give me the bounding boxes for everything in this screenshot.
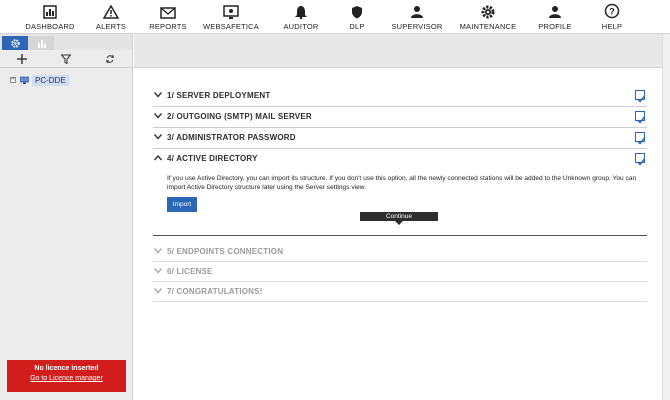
nav-label: SUPERVISOR [391,22,443,31]
chevron-up-icon [154,155,162,161]
nav-maintenance[interactable] [456,0,520,34]
envelope-icon [160,7,176,19]
dashboard-icon [43,5,57,19]
nav-label: AUDITOR [283,22,319,31]
monitor-icon [223,5,239,19]
nav-label: PROFILE [538,22,572,31]
nav-label: DASHBOARD [25,22,75,31]
nav-label: DLP [349,22,365,31]
nav-label: REPORTS [149,22,187,31]
bar-chart-icon [37,39,46,48]
filter-icon [61,54,71,64]
chevron-down-icon [154,288,162,294]
step-administrator-password[interactable] [153,128,647,149]
chevron-down-icon [154,113,162,119]
scrollbar[interactable] [662,34,670,400]
step-checkbox [635,153,645,163]
nav-websafetica[interactable] [200,0,262,34]
active-directory-description: If you use Active Directory, you can import its structure. If you don't use this option, all the newly connected stations will be added to the Unknown group. You can import Active Directory structure later using the Server settings view. [167,175,637,191]
tree-expander[interactable]: + [11,77,15,83]
check-icon [636,115,646,125]
shield-icon [351,5,363,19]
nav-reports[interactable] [146,0,190,34]
left-panel [0,34,133,400]
nav-profile[interactable] [532,0,578,34]
computer-icon [20,76,29,85]
nav-auditor[interactable] [278,0,324,34]
import-button[interactable]: Import [167,197,197,212]
chevron-down-icon [154,248,162,254]
step-title: 2/ OUTGOING (SMTP) MAIL SERVER [167,112,312,121]
bell-icon [294,5,308,19]
step-checkbox [635,132,645,142]
step-checkbox [635,111,645,121]
check-icon [636,136,646,146]
step-title: 3/ ADMINISTRATOR PASSWORD [167,133,296,142]
licence-manager-link[interactable]: Go to Licence manager [30,375,103,382]
svg-text:?: ? [609,6,615,17]
step-title: 1/ SERVER DEPLOYMENT [167,91,271,100]
nav-label: HELP [601,22,623,31]
tab-statistics[interactable] [28,36,54,50]
step-title: 4/ ACTIVE DIRECTORY [167,154,258,163]
add-icon [17,54,27,64]
main-header-band [134,34,670,68]
step-congratulations[interactable] [153,282,647,302]
filter-button[interactable] [44,50,88,68]
step-license[interactable] [153,262,647,282]
nav-dashboard[interactable] [22,0,78,34]
refresh-icon [105,54,115,64]
check-icon [636,94,646,104]
tab-settings[interactable] [2,36,28,50]
chevron-down-icon [154,92,162,98]
step-endpoints-connection[interactable] [153,242,647,262]
licence-title: No licence inserted [34,365,99,372]
licence-warning [7,360,126,392]
nav-label: MAINTENANCE [459,22,517,31]
tree-node-pc[interactable] [10,74,132,86]
step-server-deployment[interactable] [153,86,647,107]
wizard-steps [153,86,647,302]
step-smtp-server[interactable] [153,107,647,128]
step-title: 6/ LICENSE [167,267,213,276]
supervisor-icon [409,5,425,19]
continue-tooltip[interactable]: Continue [360,212,438,221]
settings-gear-icon [11,39,20,48]
nav-dlp[interactable] [340,0,374,34]
nav-alerts[interactable] [90,0,132,34]
computer-tree [0,68,132,86]
nav-supervisor[interactable] [388,0,446,34]
step-title: 5/ ENDPOINTS CONNECTION [167,247,284,256]
left-tabbar [0,34,132,50]
step-checkbox [635,90,645,100]
alert-triangle-icon [103,5,119,19]
top-navigation [0,0,670,34]
active-directory-panel [153,170,647,236]
step-title: 7/ CONGRATULATIONS! [167,287,263,296]
nav-label: ALERTS [95,22,127,31]
tree-toolbar [0,50,132,68]
user-icon [548,5,562,19]
check-icon [636,157,646,167]
tooltip-arrow [395,221,403,225]
nav-label: WEBSAFETICA [203,22,259,31]
gear-icon [481,5,495,19]
add-button[interactable] [0,50,44,68]
step-active-directory[interactable] [153,149,647,170]
help-icon [604,3,620,19]
nav-help[interactable] [592,0,632,34]
refresh-button[interactable] [88,50,132,68]
chevron-down-icon [154,268,162,274]
tree-node-label: PC-DDE [32,75,69,86]
chevron-down-icon [154,134,162,140]
